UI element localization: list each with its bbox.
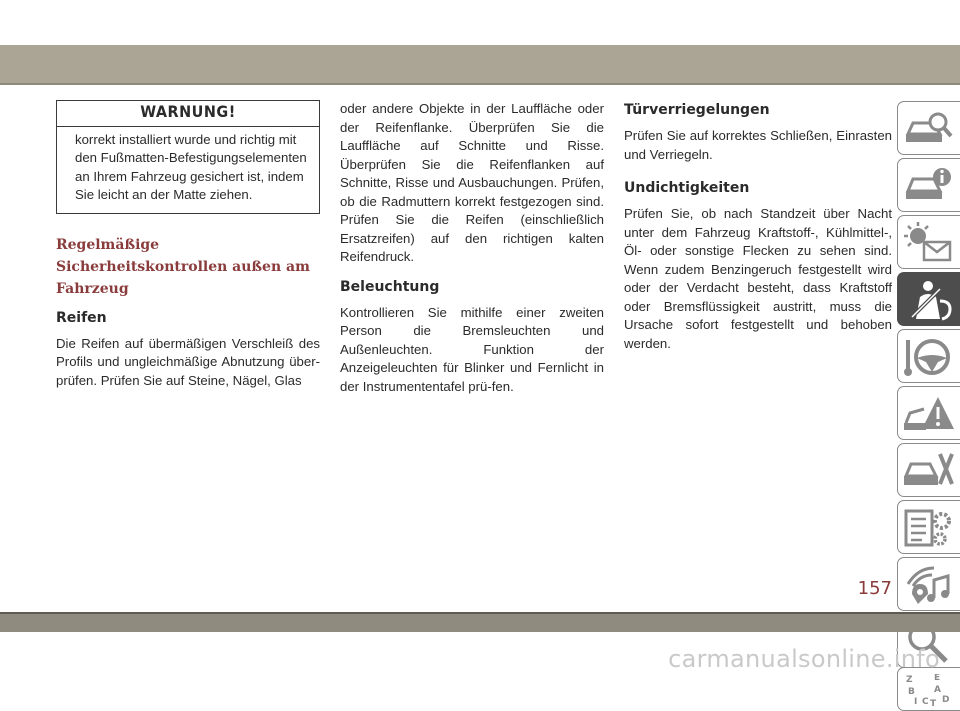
heading-tuerverriegelungen: Türverriegelungen <box>624 102 770 118</box>
warning-text: korrekt installiert wurde und richtig mit den Fußmatten-Befestigungselementen an Ihrem Fahrzeug gesichert ist, indem Sie leicht an der Matte ziehen. <box>75 131 307 202</box>
index-letter: T <box>930 699 937 708</box>
column-left <box>56 100 320 400</box>
index-letter: Z <box>906 675 913 685</box>
paragraph-tuerverriegelungen: Prüfen Sie auf korrektes Schließen, Einrasten und Verriegeln. <box>624 128 892 162</box>
header-band-rule <box>0 83 960 85</box>
index-letter: A <box>934 685 941 695</box>
specs-gear-icon <box>904 507 954 549</box>
index-letters-icon <box>904 674 954 708</box>
paragraph-reifen: Die Reifen auf übermäßigen Verschleiß des Profils und ungleichmäßige Abnutzung über-prüfen. Prüfen Sie auf Steine, Nägel, Glas <box>56 335 320 388</box>
header-band <box>0 45 960 83</box>
car-service-icon <box>904 450 954 492</box>
tab-warning-lights[interactable] <box>897 215 960 269</box>
warning-title: WARNUNG! <box>57 101 319 127</box>
index-letter: B <box>908 687 915 697</box>
heading-reifen: Reifen <box>56 309 107 326</box>
index-letter: C <box>922 697 929 707</box>
car-hazard-icon <box>904 393 954 435</box>
steering-wheel-icon <box>904 336 954 378</box>
seatbelt-safety-icon <box>904 279 954 321</box>
index-letter: D <box>942 695 950 705</box>
paragraph-beleuchtung: Kontrollieren Sie mithilfe einer zweiten Person die Bremsleuchten und Außenleuchten. Funktion der Anzeigeleuchten für Blinker und Fernlicht in der Instrumententafel prü-fen. <box>340 304 604 394</box>
watermark: carmanualsonline.info <box>668 645 940 673</box>
index-letter: E <box>934 674 941 683</box>
paragraph-undichtigkeiten: Prüfen Sie, ob nach Standzeit über Nacht unter dem Fahrzeug Kraftstoff-, Kühlmittel-, Öl- oder sonstige Flecken zu sehen sind. Wenn zudem Benzingeruch festgestellt wird oder der Verdacht besteht, dass Kraftstoff oder Bremsflüssigkeit austritt, muss die Ursache sofort festgestellt und behoben werden. <box>624 206 892 351</box>
warning-body <box>57 127 319 213</box>
multimedia-icon <box>904 564 954 606</box>
tab-multimedia[interactable] <box>897 557 960 611</box>
column-middle <box>340 100 604 406</box>
section-title: Regelmäßige Sicherheitskontrollen außen am Fahrzeug <box>56 236 310 297</box>
car-search-icon <box>904 108 954 150</box>
tab-steering[interactable] <box>897 329 960 383</box>
tab-emergency[interactable] <box>897 386 960 440</box>
footer-band <box>0 614 960 632</box>
tab-specifications[interactable] <box>897 500 960 554</box>
tab-index[interactable] <box>897 667 960 711</box>
heading-undichtigkeiten: Undichtigkeiten <box>624 180 750 196</box>
tab-car-info[interactable] <box>897 158 960 212</box>
tab-safety[interactable] <box>897 272 960 326</box>
heading-beleuchtung: Beleuchtung <box>340 278 440 295</box>
column-right <box>624 100 892 363</box>
warning-box <box>56 100 320 214</box>
car-info-icon <box>904 165 954 207</box>
tab-service[interactable] <box>897 443 960 497</box>
warning-light-icon <box>904 222 954 264</box>
page-number: 157 <box>857 578 892 599</box>
tab-car-search[interactable] <box>897 101 960 155</box>
paragraph-reifen-continued: oder andere Objekte in der Lauffläche oder der Reifenflanke. Überprüfen Sie die Lauffläche auf Schnitte und Risse. Überprüfen Sie die Reifenflanken auf Schnitte, Risse und Ausbauchungen. Prüfen, ob die Radmuttern korrekt festgezogen sind. Prüfen Sie die Reifen (einschließlich Ersatzreifen) auf den richtigen kalten Reifendruck. <box>340 101 604 264</box>
index-letter: I <box>914 697 918 707</box>
